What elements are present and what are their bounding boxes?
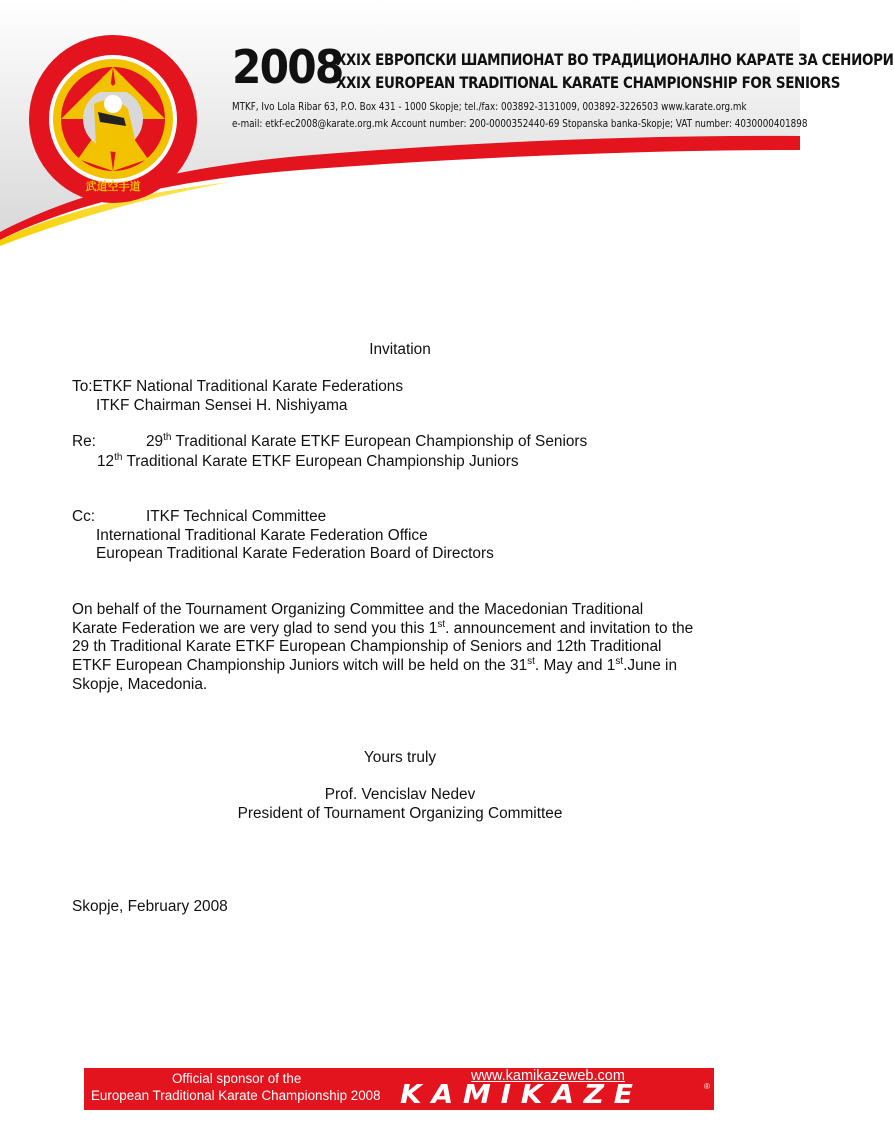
header-account-line: e-mail: etkf-ec2008@karate.org.mk Account number: 200-0000352440-69 Stopanska banka-Skopje; VAT number: 4030000401898 bbox=[232, 118, 808, 130]
re-subject-2 bbox=[97, 453, 519, 471]
re-label: Re: bbox=[72, 433, 96, 450]
body-line-4-suffix-2: st bbox=[615, 656, 624, 667]
body-line-4-part-b: . May and 1 bbox=[534, 657, 616, 674]
to-label: To: bbox=[72, 378, 93, 395]
body-paragraph-line-2 bbox=[72, 620, 693, 638]
re-subject-1-text: Traditional Karate ETKF European Championship of Seniors bbox=[171, 433, 588, 450]
championship-emblem-icon bbox=[28, 34, 198, 204]
sponsor-line-2: European Traditional Karate Championship 2008 bbox=[91, 1088, 381, 1103]
svg-text:武道空手道: 武道空手道 bbox=[85, 180, 141, 193]
body-line-4-part-c: .June in bbox=[623, 657, 678, 674]
re-subject-1-suffix: th bbox=[163, 432, 172, 443]
body-paragraph-line-5: Skopje, Macedonia. bbox=[72, 676, 208, 693]
to-line-1 bbox=[72, 378, 403, 396]
signer-name: Prof. Vencislav Nedev bbox=[324, 786, 476, 803]
header-contact-line: MTKF, Ivo Lola Ribar 63, P.O. Box 431 - 1000 Skopje; tel./fax: 003892-3131009, 003892-3226503 www.karate.org.mk bbox=[232, 101, 747, 113]
sponsor-website-link[interactable]: www.kamikazeweb.com bbox=[471, 1068, 625, 1084]
body-paragraph-line-4 bbox=[72, 657, 677, 675]
to-recipient-2: ITKF Chairman Sensei H. Nishiyama bbox=[96, 397, 348, 414]
sponsor-line-1: Official sponsor of the bbox=[172, 1071, 302, 1086]
cc-label: Cc: bbox=[72, 508, 96, 525]
body-paragraph-line-1: On behalf of the Tournament Organizing Committee and the Macedonian Traditional bbox=[72, 601, 644, 618]
body-line-2-part-b: . announcement and invitation to the bbox=[445, 620, 694, 637]
to-recipient-1: ETKF National Traditional Karate Federations bbox=[92, 378, 404, 395]
signer-title: President of Tournament Organizing Committee bbox=[237, 805, 563, 822]
body-paragraph-line-3: 29 th Traditional Karate ETKF European Championship of Seniors and 12th Traditional bbox=[72, 638, 662, 655]
header-title-english: XXIX EUROPEAN TRADITIONAL KARATE CHAMPIONSHIP FOR SENIORS bbox=[336, 73, 841, 92]
registered-mark: ® bbox=[704, 1082, 710, 1091]
re-subject-2-suffix: th bbox=[114, 452, 123, 463]
body-line-4-suffix-1: st bbox=[527, 656, 535, 667]
sponsor-brand-logo: KAMIKAZE bbox=[400, 1080, 643, 1110]
cc-recipient-3: European Traditional Karate Federation Board of Directors bbox=[96, 545, 494, 562]
re-subject-2-text: Traditional Karate ETKF European Championship Juniors bbox=[122, 453, 519, 470]
body-line-2-suffix: st bbox=[437, 619, 446, 630]
re-subject-2-number: 12 bbox=[97, 453, 115, 470]
header-year: 2008 bbox=[232, 40, 343, 94]
letter-title: Invitation bbox=[369, 341, 431, 358]
re-subject-1 bbox=[146, 433, 587, 451]
body-line-2-part-a: Karate Federation we are very glad to send you this 1 bbox=[72, 620, 438, 637]
place-and-date: Skopje, February 2008 bbox=[72, 898, 228, 915]
header-title-macedonian: XXIX ЕВРОПСКИ ШАМПИОНАТ ВО ТРАДИЦИОНАЛНО КАРАТЕ ЗА СЕНИОРИ bbox=[336, 50, 894, 69]
cc-recipient-2: International Traditional Karate Federation Office bbox=[96, 527, 428, 544]
body-line-4-part-a: ETKF European Championship Juniors witch will be held on the 31 bbox=[72, 657, 528, 674]
re-subject-1-number: 29 bbox=[146, 433, 164, 450]
closing: Yours truly bbox=[363, 749, 437, 766]
cc-recipient-1: ITKF Technical Committee bbox=[146, 508, 327, 525]
